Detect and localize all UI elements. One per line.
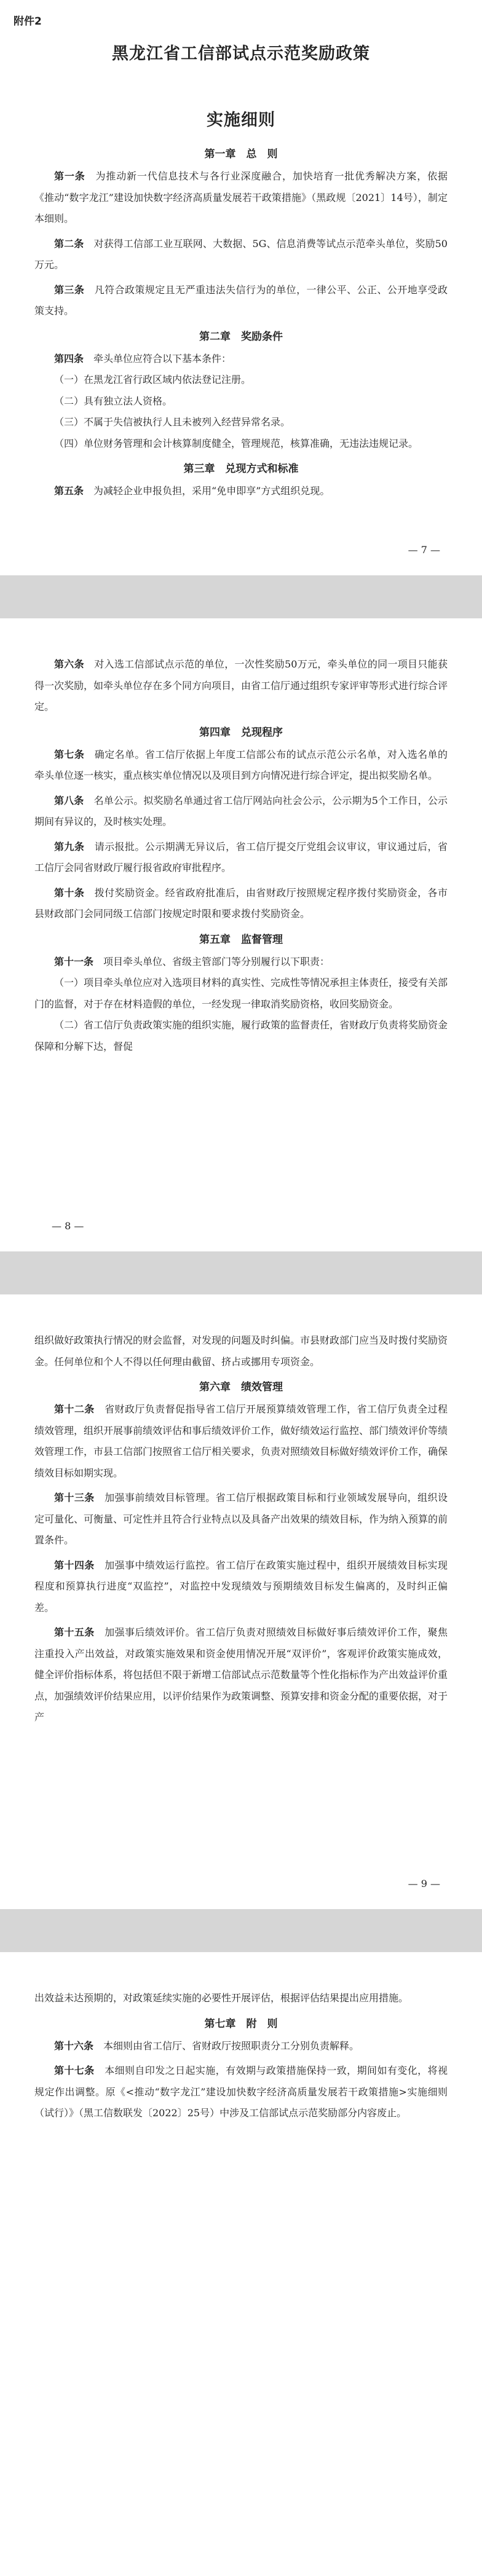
article-12 bbox=[34, 1399, 448, 1484]
annex-label: 附件2 bbox=[14, 15, 42, 28]
article-13 bbox=[34, 1487, 448, 1551]
article-2 bbox=[34, 234, 448, 276]
article-8 bbox=[34, 790, 448, 833]
page-number: — 9 — bbox=[408, 1878, 440, 1889]
article-11-item-2: （二）省工信厅负责政策实施的组织实施，履行政策的监督责任，省财政厅负责将奖励资金保障和分解下达，督促 bbox=[34, 1019, 448, 1052]
article-1 bbox=[34, 166, 448, 230]
article-1-text: 为推动新一代信息技术与各行业深度融合，加快培育一批优秀解决方案，依据《推动“数字龙江”建设加快数字经济高质量发展若干政策措施》（黑政规〔2021〕14号），制定本细则。 bbox=[34, 170, 448, 224]
chapter-3-heading: 第三章 兑现方式和标准 bbox=[183, 463, 299, 475]
article-11-item-1: （一）项目牵头单位应对入选项目材料的真实性、完成性等情况承担主体责任，接受有关部门的监督，对于存在材料造假的单位，一经发现一律取消奖励资格，收回奖励资金。 bbox=[34, 977, 448, 1010]
article-2-label: 第二条 bbox=[54, 237, 84, 250]
document-title-line-2: 实施细则 bbox=[207, 111, 275, 130]
article-15-text: 加强事后绩效评价。省工信厅负责对照绩效目标做好事后绩效评价工作，聚焦注重投入产出效益，对政策实施效果和资金使用情况开展“双评价”，客观评价政策实施成效，健全评价指标体系，将包括但不限于新增工信部试点示范数量等个性化指标作为产出效益评价重点，加强绩效评价结果应用，以评价结果作为政策调整、预算安排和资金分配的重要依据，对于产 bbox=[34, 1626, 448, 1723]
article-14 bbox=[34, 1555, 448, 1619]
article-17 bbox=[34, 2060, 448, 2124]
article-11-text: 项目牵头单位、省级主管部门等分别履行以下职责： bbox=[103, 955, 330, 967]
article-5-label: 第五条 bbox=[54, 485, 84, 497]
article-3-label: 第三条 bbox=[54, 283, 85, 296]
article-16-label: 第十六条 bbox=[54, 2039, 94, 2052]
chapter-5-heading: 第五章 监督管理 bbox=[199, 933, 283, 946]
document-page-2 bbox=[0, 618, 482, 1251]
document-title-line-1: 黑龙江省工信部试点示范奖励政策 bbox=[112, 44, 370, 63]
article-4-item-3: （三）不属于失信被执行人且未被列入经营异常名录。 bbox=[54, 416, 291, 428]
article-7-label: 第七条 bbox=[54, 748, 85, 760]
article-9-text: 请示报批。公示期满无异议后，省工信厅提交厅党组会议审议，审议通过后，省工信厅会同省财政厅履行报省政府审批程序。 bbox=[34, 840, 448, 873]
article-1-label: 第一条 bbox=[54, 170, 85, 182]
article-10-label: 第十条 bbox=[54, 886, 85, 899]
article-5-text: 为减轻企业申报负担，采用“免申即享”方式组织兑现。 bbox=[93, 485, 330, 497]
article-4-text: 牵头单位应符合以下基本条件： bbox=[93, 352, 232, 364]
article-8-label: 第八条 bbox=[54, 794, 84, 806]
chapter-2-heading: 第二章 奖励条件 bbox=[199, 330, 283, 343]
page-number: — 7 — bbox=[408, 544, 440, 556]
chapter-4-heading: 第四章 兑现程序 bbox=[199, 726, 283, 739]
article-13-label: 第十三条 bbox=[54, 1492, 95, 1503]
article-3-text: 凡符合政策规定且无严重违法失信行为的单位，一律公平、公正、公开地享受政策支持。 bbox=[34, 283, 448, 317]
article-15-label: 第十五条 bbox=[54, 1626, 95, 1638]
article-11 bbox=[34, 951, 448, 973]
document-page-4 bbox=[0, 1952, 482, 2576]
article-5 bbox=[34, 481, 448, 502]
article-12-text: 省财政厅负责督促指导省工信厅开展预算绩效管理工作，省工信厅负责全过程绩效管理，组织开展事前绩效评估和事后绩效评价工作，做好绩效运行监控、部门绩效评价等绩效管理工作，市县工信部门按照省工信厅相关要求，负责对照绩效目标做好绩效评价工作，确保绩效目标如期实现。 bbox=[34, 1403, 448, 1479]
article-17-text: 本细则自印发之日起实施，有效期与政策措施保持一致，期间如有变化，将视规定作出调整。原《<推动“数字龙江”建设加快数字经济高质量发展若干政策措施>实施细则（试行）》（黑工信数联发〔2022〕25号）中涉及工信部试点示范奖励部分内容废止。 bbox=[34, 2065, 448, 2119]
article-6-label: 第六条 bbox=[54, 658, 84, 670]
article-4-item-1: （一）在黑龙江省行政区域内依法登记注册。 bbox=[54, 374, 251, 385]
article-9 bbox=[34, 837, 448, 879]
article-2-text: 对获得工信部工业互联网、大数据、5G、信息消费等试点示范牵头单位，奖励50万元。 bbox=[34, 237, 448, 270]
article-10-text: 拨付奖励资金。经省政府批准后，由省财政厅按照规定程序拨付奖励资金，各市县财政部门会同同级工信部门按规定时限和要求拨付奖励资金。 bbox=[34, 886, 448, 920]
article-15 bbox=[34, 1622, 448, 1728]
chapter-7-heading: 第七章 附 则 bbox=[204, 2017, 278, 2030]
article-7-text: 确定名单。省工信厅依据上年度工信部公布的试点示范公示名单，对入选名单的牵头单位逐一核实，重点核实单位情况以及项目到方向情况进行综合评定，提出拟奖励名单。 bbox=[34, 748, 448, 781]
article-10 bbox=[34, 883, 448, 925]
article-17-label: 第十七条 bbox=[54, 2065, 95, 2076]
article-8-text: 名单公示。拟奖励名单通过省工信厅网站向社会公示，公示期为5个工作日，公示期间有异议的，及时核实处理。 bbox=[34, 794, 448, 827]
article-16 bbox=[34, 2036, 448, 2057]
article-15-continuation: 出效益未达预期的，对政策延续实施的必要性开展评估，根据评估结果提出应用措施。 bbox=[34, 1992, 409, 2004]
article-9-label: 第九条 bbox=[54, 840, 85, 853]
article-4 bbox=[34, 349, 448, 370]
article-13-text: 加强事前绩效目标管理。省工信厅根据政策目标和行业领域发展导向，组织设定可量化、可衡量、可定性并且符合行业特点以及具备产出效果的绩效目标，作为纳入预算的前置条件。 bbox=[34, 1492, 448, 1546]
article-11-continuation: 组织做好政策执行情况的财会监督，对发现的问题及时纠偏。市县财政部门应当及时拨付奖励资金。任何单位和个人不得以任何理由截留、挤占或挪用专项资金。 bbox=[34, 1334, 448, 1368]
document-page-3 bbox=[0, 1294, 482, 1909]
article-6 bbox=[34, 654, 448, 718]
page-number: — 8 — bbox=[52, 1220, 84, 1232]
article-4-label: 第四条 bbox=[54, 352, 84, 364]
chapter-1-heading: 第一章 总 则 bbox=[204, 148, 278, 160]
article-6-text: 对入选工信部试点示范的单位，一次性奖励50万元，牵头单位的同一项目只能获得一次奖励，如牵头单位存在多个同方向项目，由省工信厅通过组织专家评审等形式进行综合评定。 bbox=[34, 658, 448, 712]
article-11-label: 第十一条 bbox=[54, 955, 94, 967]
document-page-1 bbox=[0, 0, 482, 575]
article-14-label: 第十四条 bbox=[54, 1559, 95, 1571]
article-12-label: 第十二条 bbox=[54, 1403, 95, 1415]
article-4-item-2: （二）具有独立法人资格。 bbox=[54, 395, 173, 407]
chapter-6-heading: 第六章 绩效管理 bbox=[199, 1381, 283, 1393]
article-16-text: 本细则由省工信厅、省财政厅按照职责分工分别负责解释。 bbox=[103, 2039, 360, 2052]
article-14-text: 加强事中绩效运行监控。省工信厅在政策实施过程中，组织开展绩效目标实现程度和预算执行进度“双监控”，对监控中发现绩效与预期绩效目标发生偏离的，及时纠正偏差。 bbox=[34, 1559, 448, 1613]
article-4-item-4: （四）单位财务管理和会计核算制度健全，管理规范，核算准确，无违法违规记录。 bbox=[54, 437, 419, 449]
article-3 bbox=[34, 280, 448, 322]
article-7 bbox=[34, 744, 448, 787]
